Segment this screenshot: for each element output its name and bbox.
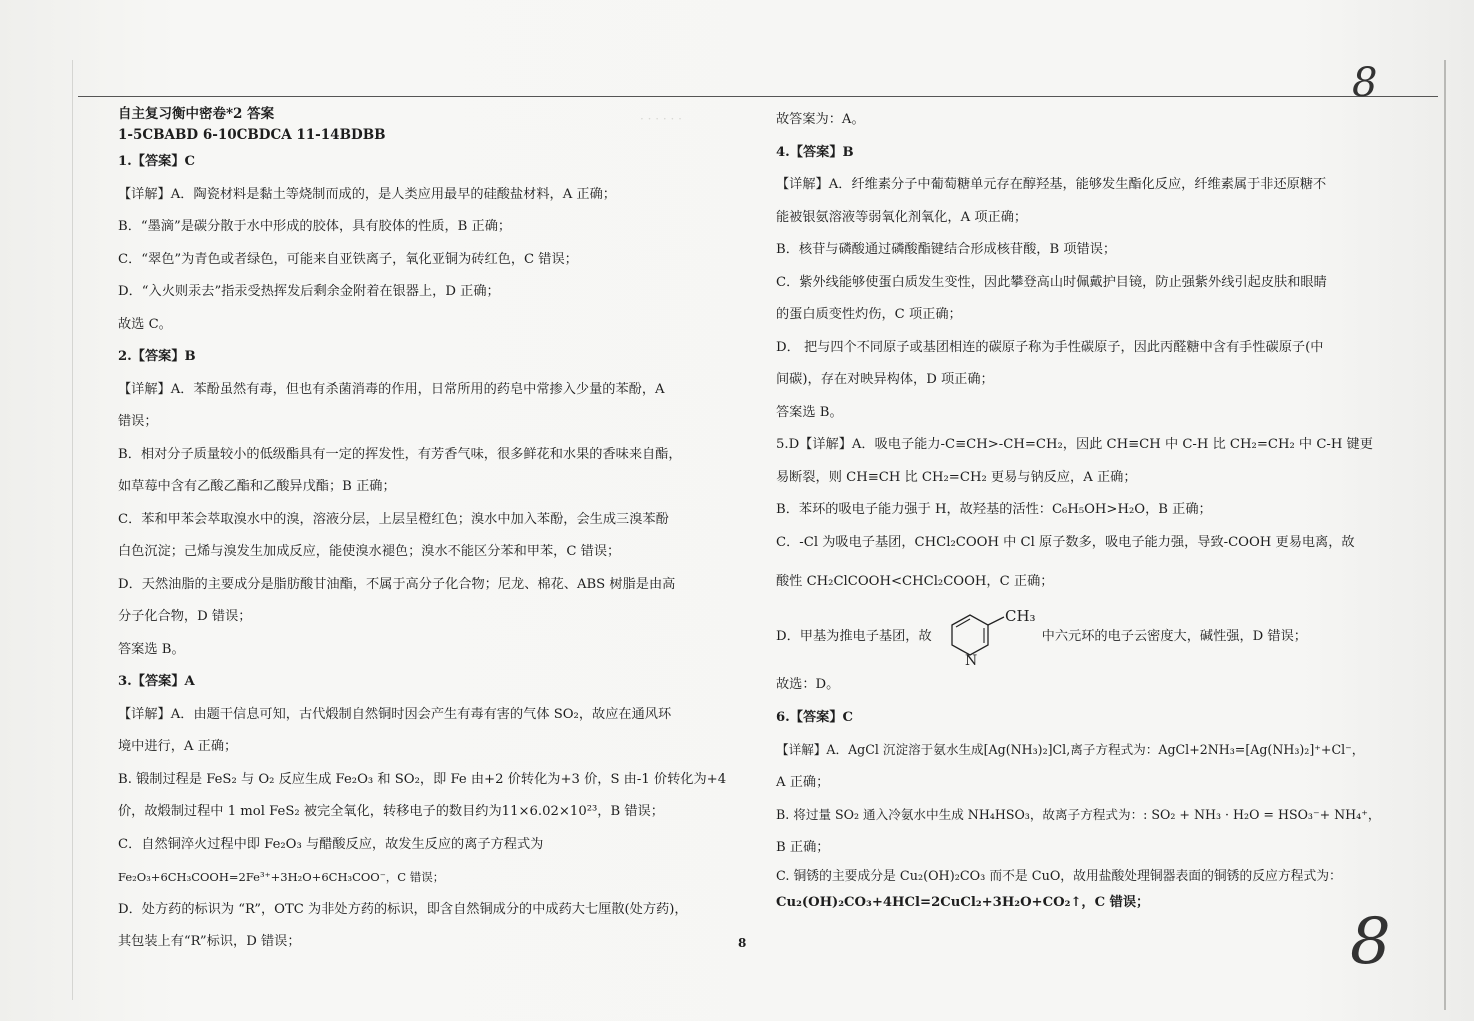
right-column	[776, 104, 1381, 916]
q2-option-c-line2: 白色沉淀；己烯与溴发生加成反应，能使溴水褪色；溴水不能区分苯和甲苯，C 错误；	[118, 544, 621, 559]
left-column	[118, 104, 727, 959]
page-edge-left	[72, 60, 73, 1000]
q3-option-d-line2: 其包装上有“R”标识，D 错误；	[118, 934, 301, 949]
q1-option-b: B．“墨滴”是碳分散于水中形成的胶体，具有胶体的性质，B 正确；	[118, 219, 512, 234]
document-title: 自主复习衡中密卷*2 答案	[118, 106, 275, 122]
q1-option-c: C．“翠色”为青色或者绿色，可能来自亚铁离子，氧化亚铜为砖红色，C 错误；	[118, 251, 578, 267]
q2-option-c-line1: C．苯和甲苯会萃取溴水中的溴，溶液分层，上层呈橙红色；溴水中加入苯酚，会生成三溴苯酚	[118, 511, 669, 527]
q6-option-c-line2: Cu₂(OH)₂CO₃+4HCl=2CuCl₂+3H₂O+CO₂↑，C 错误；	[776, 895, 1150, 910]
q5-option-c-line2: 酸性 CH₂ClCOOH<CHCl₂COOH，C 正确；	[776, 574, 1054, 589]
q4-option-a-line1: 【详解】A．纤维素分子中葡萄糖单元存在醇羟基，能够发生酯化反应，纤维素属于非还原糖不	[776, 177, 1327, 192]
q2-option-d-line2: 分子化合物，D 错误；	[118, 609, 252, 624]
q5-option-d-suffix: 中六元环的电子云密度大，碱性强，D 错误；	[1041, 629, 1307, 644]
q5-option-b: B．苯环的吸电子能力强于 H，故羟基的活性：C₆H₅OH>H₂O，B 正确；	[776, 502, 1212, 517]
q5-conclusion: 故选：D。	[776, 677, 840, 692]
q3-option-d-line1: D．处方药的标识为 “R”，OTC 为非处方药的标识，即含自然铜成分的中成药大七厘散(处方药)，	[118, 901, 688, 917]
q6-option-b-line1: B. 将过量 SO₂ 通入冷氨水中生成 NH₄HSO₃，故离子方程式为：: SO₂ + NH₃ · H₂O = HSO₃⁻+ NH₄⁺，	[776, 807, 1381, 822]
q4-answer: 4.【答案】B	[776, 144, 854, 160]
q2-option-a-line1: 【详解】A．苯酚虽然有毒，但也有杀菌消毒的作用，日常所用的药皂中常掺入少量的苯酚，A	[118, 381, 665, 397]
methylpyridine-structure	[932, 607, 1042, 667]
page-edge-right	[1444, 60, 1446, 1010]
q2-option-b-line1: B．相对分子质量较小的低级酯具有一定的挥发性，有芳香气味，很多鲜花和水果的香味来自酯，	[118, 446, 682, 462]
header-rule	[78, 96, 1438, 97]
methyl-label: CH₃	[1004, 606, 1036, 625]
q3-option-b-line2: 价，故煅制过程中 1 mol FeS₂ 被完全氧化，转移电子的数目约为11×6.02×10²³，B 错误；	[118, 804, 664, 819]
pyridine-ring	[952, 615, 988, 655]
q3-option-c-line1: C．自然铜淬火过程中即 Fe₂O₃ 与醋酸反应，故发生反应的离子方程式为	[118, 836, 544, 852]
methyl-bond	[988, 617, 1004, 625]
page-number: 8	[738, 936, 747, 950]
q6-option-b-line2: B 正确；	[776, 839, 830, 855]
q6-option-a-line2: A 正确；	[776, 774, 830, 790]
q4-conclusion: 答案选 B。	[776, 404, 843, 420]
q4-option-c-line1: C．紫外线能够使蛋白质发生变性，因此攀登高山时佩戴护目镜，防止强紫外线引起皮肤和眼睛	[776, 274, 1327, 290]
q5-option-a-line1: 5.D【详解】A．吸电子能力-C≡CH>-CH=CH₂，因此 CH≡CH 中 C-H 比 CH₂=CH₂ 中 C-H 键更	[776, 437, 1373, 452]
q3-conclusion: 故答案为：A。	[776, 112, 865, 127]
q3-option-a-line2: 境中进行，A 正确；	[118, 739, 238, 754]
q1-answer: 1.【答案】C	[118, 154, 196, 169]
q5-option-c-line1: C．-Cl 为吸电子基团，CHCl₂COOH 中 Cl 原子数多，吸电子能力强，导致-COOH 更易电离，故	[776, 534, 1355, 550]
q2-option-d-line1: D．天然油脂的主要成分是脂肪酸甘油酯，不属于高分子化合物；尼龙、棉花、ABS 树脂是由高	[118, 576, 676, 592]
q6-option-a-line1: 【详解】A．AgCl 沉淀溶于氨水生成[Ag(NH₃)₂]Cl,离子方程式为：AgCl+2NH₃=[Ag(NH₃)₂]⁺+Cl⁻，	[776, 742, 1365, 757]
q2-conclusion: 答案选 B。	[118, 641, 185, 657]
ring-double-bond	[956, 619, 970, 627]
q4-option-c-line2: 的蛋白质变性灼伤，C 项正确；	[776, 307, 962, 322]
q4-option-b: B．核苷与磷酸通过磷酸酯键结合形成核苷酸，B 项错误；	[776, 242, 1117, 257]
q2-option-a-line2: 错误；	[118, 414, 158, 429]
q5-option-a-line2: 易断裂，则 CH≡CH 比 CH₂=CH₂ 更易与钠反应，A 正确；	[776, 469, 1137, 485]
q3-answer: 3.【答案】A	[118, 674, 195, 689]
answer-keys: 1-5CBABD 6-10CBDCA 11-14BDBB	[118, 127, 386, 143]
q2-option-b-line2: 如草莓中含有乙酸乙酯和乙酸异戊酯；B 正确；	[118, 479, 396, 494]
q5-option-d-prefix: D．甲基为推电子基团，故	[776, 629, 932, 644]
q1-conclusion: 故选 C。	[118, 316, 172, 332]
q3-ionic-equation: Fe₂O₃+6CH₃COOH=2Fe³⁺+3H₂O+6CH₃COO⁻，C 错误；	[118, 870, 445, 884]
handwritten-page-number-top: 8	[1352, 60, 1378, 106]
handwritten-page-number-bottom: 8	[1350, 905, 1391, 979]
bleed-through-text: · · · · · ·	[640, 112, 682, 126]
q4-option-d-line1: D． 把与四个不同原子或基团相连的碳原子称为手性碳原子，因此丙醛糖中含有手性碳原子(中	[776, 339, 1324, 355]
q6-answer: 6.【答案】C	[776, 709, 854, 725]
q2-answer: 2.【答案】B	[118, 349, 196, 364]
q4-option-d-line2: 间碳)，存在对映异构体，D 项正确；	[776, 372, 994, 387]
q1-option-d: D．“入火则汞去”指汞受热挥发后剩余金附着在银器上，D 正确；	[118, 284, 500, 299]
q1-option-a: 【详解】A．陶瓷材料是黏土等烧制而成的，是人类应用最早的硅酸盐材料，A 正确；	[118, 186, 616, 202]
methylpyridine-structure-svg	[932, 607, 1042, 667]
q6-option-c-line1: C. 铜锈的主要成分是 Cu₂(OH)₂CO₃ 而不是 CuO，故用盐酸处理铜器表面的铜锈的反应方程式为：	[776, 869, 1342, 884]
nitrogen-label: N	[964, 652, 977, 667]
q5-option-d	[776, 605, 1366, 669]
q4-option-a-line2: 能被银氨溶液等弱氧化剂氧化，A 项正确；	[776, 209, 1028, 225]
q3-option-a-line1: 【详解】A．由题干信息可知，古代煅制自然铜时因会产生有毒有害的气体 SO₂，故应在通风环	[118, 706, 672, 722]
q3-option-b-line1: B. 锻制过程是 FeS₂ 与 O₂ 反应生成 Fe₂O₃ 和 SO₂，即 Fe 由+2 价转化为+3 价，S 由-1 价转化为+4	[118, 771, 727, 787]
